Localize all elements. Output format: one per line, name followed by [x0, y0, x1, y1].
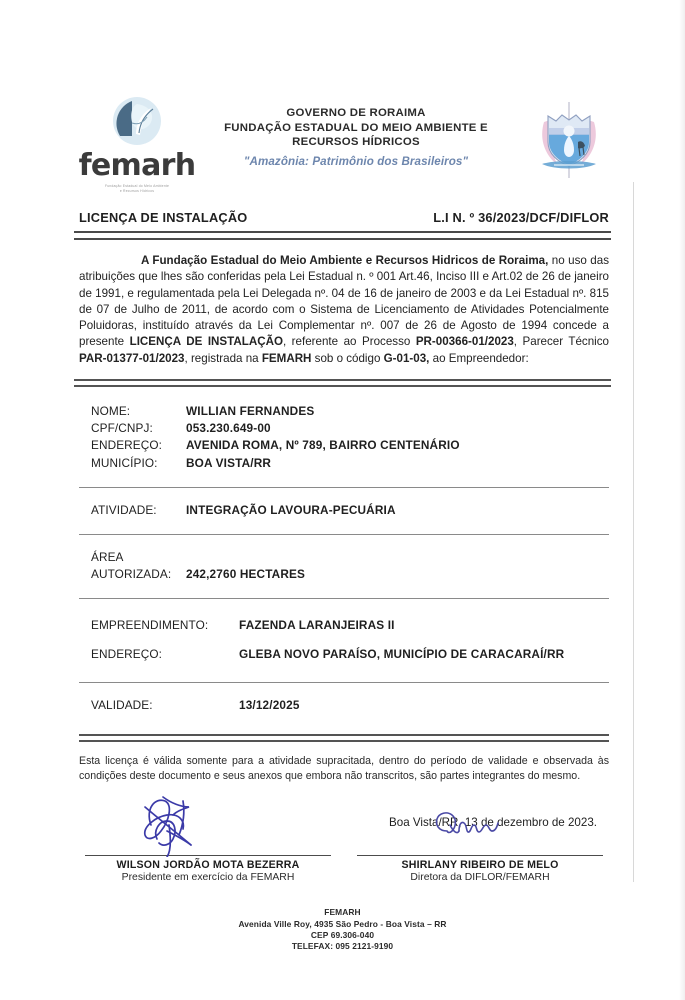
preamble-bold-process-number: PR-00366-01/2023 — [415, 335, 514, 349]
label-municipio: MUNICÍPIO: — [91, 455, 158, 470]
label-area-line1: ÁREA — [91, 549, 124, 564]
field-row-atividade — [91, 502, 609, 519]
signature-line-president — [85, 855, 331, 856]
preamble-bold-code: G-01-03, — [383, 351, 430, 365]
document-title-row — [74, 210, 611, 225]
preamble-text-3: , Parecer Técnico — [513, 335, 609, 349]
footer-address: Avenida Ville Roy, 4935 São Pedro - Boa Vista – RR — [238, 918, 447, 929]
preamble-bold-technical-opinion: PAR-01377-01/2023 — [79, 351, 185, 365]
value-municipio: BOA VISTA/RR — [186, 455, 272, 470]
preamble-text-5: sob o código — [311, 351, 384, 365]
label-empreendimento: EMPREENDIMENTO: — [91, 617, 209, 632]
closing-note: Esta licença é válida somente para a atividade supracitada, dentro do período de validade e observada às condições deste documento e seus anexos que embora não transcritos, são partes integrantes do mesmo. — [79, 754, 609, 782]
preamble-text-4: , registrada na — [184, 351, 262, 365]
field-row-municipio — [91, 455, 609, 472]
page-title: LICENÇA DE INSTALAÇÃO — [79, 210, 248, 225]
license-number: L.I N. º 36/2023/DCF/DIFLOR — [433, 210, 609, 225]
document-content — [74, 0, 611, 953]
femarh-leaf-icon — [110, 96, 164, 150]
label-endereco: ENDEREÇO: — [91, 438, 163, 453]
preamble-text-6: ao Empreendedor: — [429, 351, 529, 365]
preamble-text-2: , referente ao Processo — [282, 335, 416, 349]
preamble-bold-institution: A Fundação Estadual do Meio Ambiente e Recursos Hidricos de Roraima, — [141, 254, 549, 267]
preamble-bold-license-type: LICENÇA DE INSTALAÇÃO — [129, 335, 283, 349]
preamble-text-1: no uso das atribuições que lhes são conferidas pela Lei Estadual n. º 001 Art.46, Inciso III e Art.02 de 26 de janeiro de 1991, e regulamentada pela Lei Delegada nº. 04 de 16 de janeiro de 2003 e da Lei Estadual nº. 815 de 07 de Julho de 2011, de acordo com o Sistema de Licenciamento de Atividades Potencialmente Poluidoras, instituído através da Lei Complementar nº. 007 de 26 de Agosto de 1994 concede a presente — [79, 254, 609, 349]
label-enterprise-endereco: ENDEREÇO: — [91, 646, 163, 661]
value-nome: WILLIAN FERNANDES — [186, 403, 315, 418]
signature-block — [74, 855, 611, 883]
signer-role-president: Presidente em exercício da FEMARH — [121, 872, 295, 884]
scan-edge-shadow — [679, 0, 685, 1000]
signature-president — [79, 855, 337, 883]
field-row-area — [91, 566, 609, 583]
gov-line-3: RECURSOS HÍDRICOS — [292, 136, 420, 149]
document-footer — [74, 907, 611, 953]
signature-line-director — [357, 855, 603, 856]
gov-line-1: GOVERNO DE RORAIMA — [286, 107, 426, 119]
field-row-validade — [91, 697, 609, 714]
state-slogan: "Amazônia: Patrimônio dos Brasileiros" — [243, 154, 469, 168]
femarh-wordmark: femarh — [78, 148, 196, 183]
value-enterprise-endereco: GLEBA NOVO PARAÍSO, MUNICÍPIO DE CARACARAÍ/RR — [239, 646, 565, 661]
label-validade: VALIDADE: — [91, 697, 153, 712]
footer-org: FEMARH — [324, 907, 361, 918]
footer-telefax: TELEFAX: 095 2121-9190 — [291, 941, 394, 952]
gov-line-2: FUNDAÇÃO ESTADUAL DO MEIO AMBIENTE E — [224, 121, 488, 134]
field-row-enterprise-endereco — [91, 640, 609, 669]
enterprise-section — [74, 599, 611, 683]
value-endereco: AVENIDA ROMA, Nº 789, BAIRRO CENTENÁRIO — [186, 438, 460, 453]
scan-artifact-line — [633, 182, 634, 882]
label-cpf: CPF/CNPJ: — [91, 421, 153, 436]
value-area: 242,2760 HECTARES — [186, 567, 306, 582]
label-area-line2: AUTORIZADA: — [91, 567, 172, 582]
signer-name-director: SHIRLANY RIBEIRO DE MELO — [401, 859, 559, 872]
field-row-endereco — [91, 437, 609, 454]
validity-section — [74, 683, 611, 742]
field-row-area-label-top — [91, 549, 609, 566]
signer-role-director: Diretora da DIFLOR/FEMARH — [410, 872, 550, 884]
label-atividade: ATIVIDADE: — [91, 503, 157, 518]
preamble-bold-femarh: FEMARH — [261, 351, 312, 365]
roraima-coat-of-arms — [526, 98, 612, 182]
value-validade: 13/12/2025 — [239, 697, 300, 712]
signer-name-president: WILSON JORDÃO MOTA BEZERRA — [116, 859, 300, 872]
divider-after-validity — [79, 734, 609, 742]
government-heading — [196, 106, 516, 168]
legal-preamble — [74, 253, 611, 367]
divider-top — [74, 231, 611, 240]
value-atividade: INTEGRAÇÃO LAVOURA-PECUÁRIA — [186, 503, 396, 518]
divider-before-holder — [74, 379, 611, 387]
value-cpf: 053.230.649-00 — [186, 421, 271, 436]
femarh-logo — [78, 96, 196, 194]
holder-section — [74, 387, 611, 489]
label-nome: NOME: — [91, 403, 131, 418]
signature-director — [351, 855, 609, 883]
value-empreendimento: FAZENDA LARANJEIRAS II — [239, 617, 395, 632]
femarh-logo-subtitle: Fundação Estadual do Meio Ambiente e Recursos Hídricos — [104, 184, 170, 194]
field-row-nome — [91, 403, 609, 420]
city-and-date: Boa Vista/RR, 13 de dezembro de 2023. — [389, 816, 597, 830]
field-row-cpf — [91, 420, 609, 437]
area-section — [74, 535, 611, 599]
activity-section — [74, 488, 611, 534]
document-header — [74, 96, 611, 194]
field-row-empreendimento — [91, 611, 609, 640]
footer-cep: CEP 69.306-040 — [310, 929, 375, 940]
